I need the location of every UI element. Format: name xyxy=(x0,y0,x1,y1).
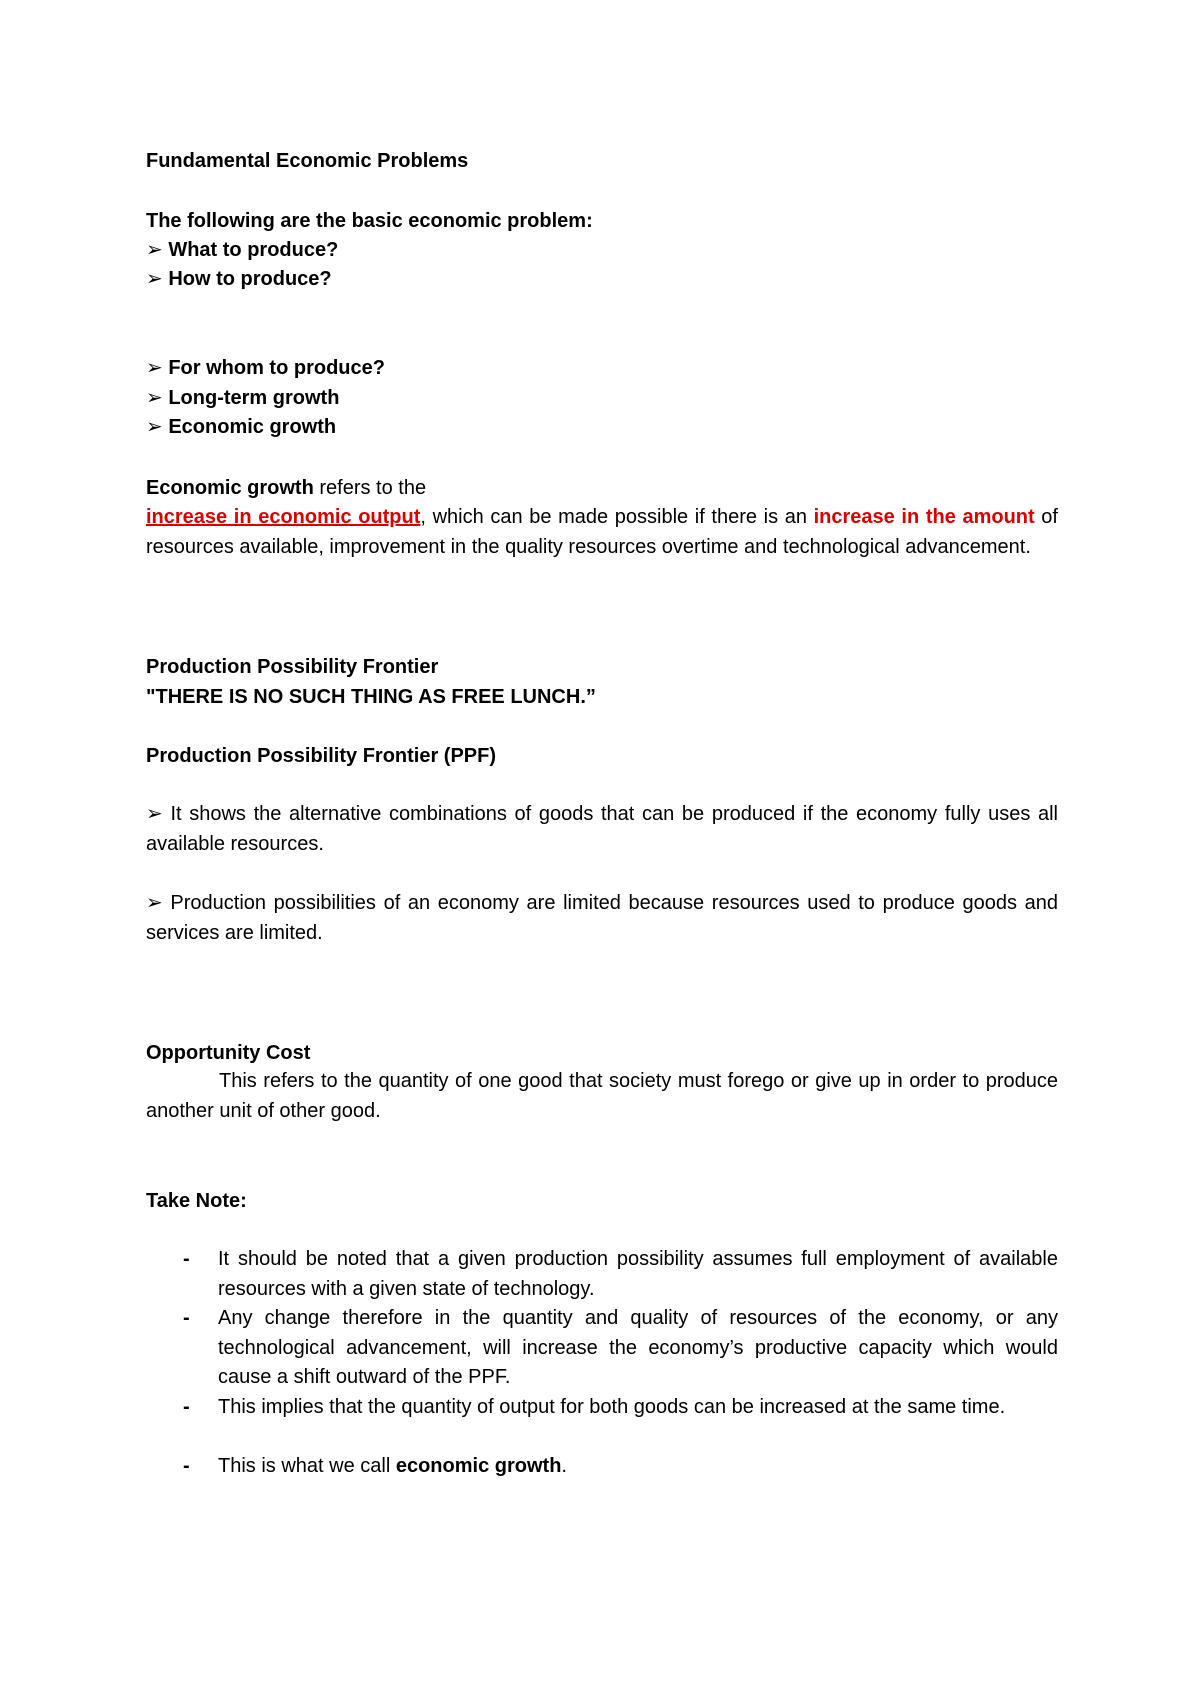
opportunity-cost-heading: Opportunity Cost xyxy=(146,1042,311,1064)
ppf-point: ➢ It shows the alternative combinations of goods that can be produced if the economy fully uses all available resources. xyxy=(146,803,1059,855)
problem-item: ➢ How to produce? xyxy=(146,268,332,290)
highlight-increase-amount: increase in the amount xyxy=(813,506,1035,528)
problem-item: ➢ Long-term growth xyxy=(146,387,340,409)
take-note-heading: Take Note: xyxy=(146,1190,247,1212)
arrow-bullet-icon: ➢ xyxy=(146,803,163,825)
document-title: Fundamental Economic Problems xyxy=(146,150,469,172)
note-item: This is what we call economic growth. xyxy=(218,1455,567,1477)
basic-problems-intro: The following are the basic economic problem: xyxy=(146,210,593,232)
growth-term: Economic growth xyxy=(146,477,314,499)
dash-bullet-icon: - xyxy=(183,1455,190,1477)
growth-definition-lead: Economic growth refers to the xyxy=(146,477,427,499)
ppf-heading: Production Possibility Frontier xyxy=(146,656,439,678)
economic-growth-bold: economic growth xyxy=(395,1455,562,1477)
highlight-economic-output: increase in economic output xyxy=(146,506,421,528)
note-item: Any change therefore in the quantity and quality of resources of the economy, or any technological advancement, will increase the economy’s productive capacity which would cause a shift outward of the PPF. xyxy=(218,1307,1058,1388)
dash-bullet-icon: - xyxy=(183,1396,190,1418)
note-item: It should be noted that a given production possibility assumes full employment of available resources with a given state of technology. xyxy=(218,1248,1058,1300)
note-item: This implies that the quantity of output for both goods can be increased at the same time. xyxy=(218,1396,1006,1418)
arrow-bullet-icon: ➢ xyxy=(146,357,163,379)
arrow-bullet-icon: ➢ xyxy=(146,268,163,290)
problem-item: ➢ For whom to produce? xyxy=(146,357,385,379)
problem-item: ➢ Economic growth xyxy=(146,416,337,438)
arrow-bullet-icon: ➢ xyxy=(146,239,163,261)
arrow-bullet-icon: ➢ xyxy=(146,387,163,409)
ppf-heading-abbrev: Production Possibility Frontier (PPF) xyxy=(146,745,497,767)
dash-bullet-icon: - xyxy=(183,1307,190,1329)
arrow-bullet-icon: ➢ xyxy=(146,416,163,438)
opportunity-cost-text: This refers to the quantity of one good that society must forego or give up in order to produce another unit of other good. xyxy=(146,1070,1058,1122)
ppf-point: ➢ Production possibilities of an economy are limited because resources used to produce goods and services are limited. xyxy=(146,892,1058,944)
arrow-bullet-icon: ➢ xyxy=(146,892,163,914)
growth-definition-paragraph: increase in economic output, which can be made possible if there is an increase in the amount of resources available, improvement in the quality resources overtime and technological advancement. xyxy=(146,506,1058,558)
ppf-quote: "THERE IS NO SUCH THING AS FREE LUNCH.” xyxy=(146,686,596,708)
problem-item: ➢ What to produce? xyxy=(146,239,339,261)
dash-bullet-icon: - xyxy=(183,1248,190,1270)
